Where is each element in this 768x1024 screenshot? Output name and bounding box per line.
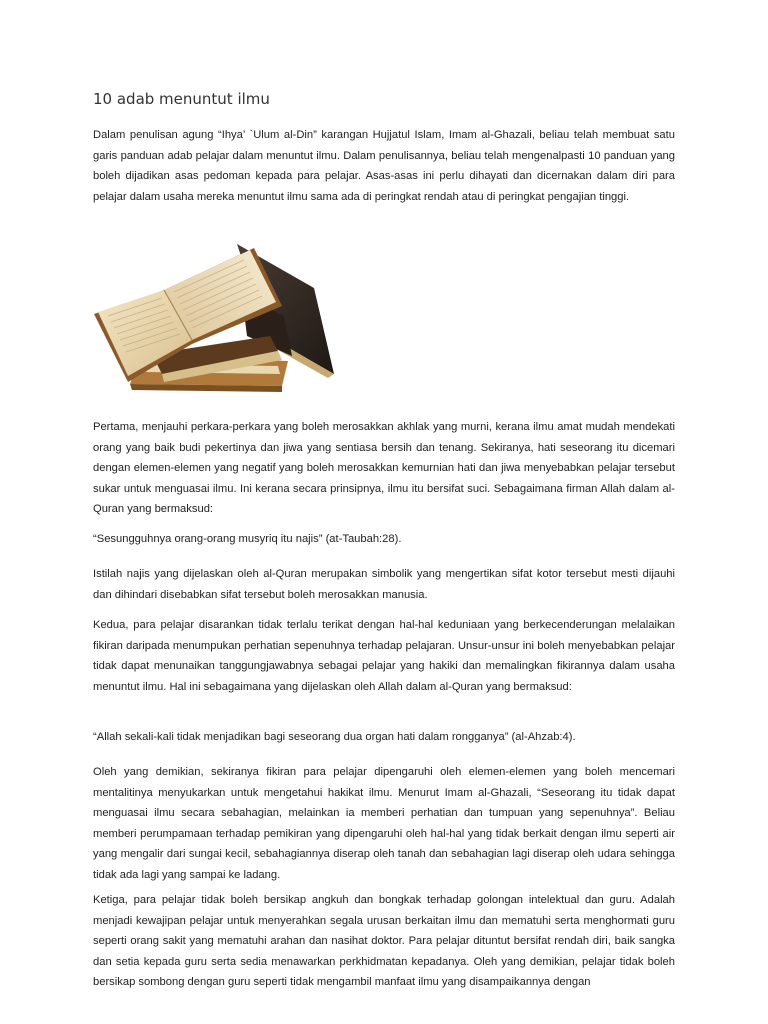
- page-title: 10 adab menuntut ilmu: [93, 90, 270, 108]
- open-book-stack-image: [92, 236, 337, 398]
- paragraph-ketiga: Ketiga, para pelajar tidak boleh bersikap angkuh dan bongkak terhadap golongan intelektual dan guru. Adalah menjadi kewajipan pelajar untuk menyerahkan segala urusan berkaitan ilmu dan mematuhi serta menghormati guru seperti orang sakit yang mematuhi arahan dan nasihat doktor. Para pelajar dituntut bersifat rendah diri, baik sangka dan setia kepada guru serta sedia menawarkan perkhidmatan kepadanya. Oleh yang demikian, pelajar tidak boleh bersikap sombong dengan guru seperti tidak mengambil manfaat ilmu yang disampaikannya dengan: [93, 894, 675, 989]
- paragraph-intro: Dalam penulisan agung “Ihya’ `Ulum al-Din” karangan Hujjatul Islam, Imam al-Ghazali, beliau telah membuat satu garis panduan adab pelajar dalam menuntut ilmu. Dalam penulisannya, beliau telah mengenalpasti 10 panduan yang boleh dijadikan asas pedoman kepada para pelajar. Asas-asas ini perlu dihayati dan dicernakan dalam diri para pelajar dalam usaha mereka menuntut ilmu sama ada di peringkat rendah atau di peringkat pengajian tinggi.: [93, 129, 675, 203]
- paragraph-pertama: Pertama, menjauhi perkara-perkara yang boleh merosakkan akhlak yang murni, kerana ilmu amat mudah mendekati orang yang baik budi pekertinya dan jiwa yang sentiasa bersih dan tenang. Sekiranya, hati seseorang itu dicemari dengan elemen-elemen yang negatif yang boleh merosakkan kemurnian hati dan jiwa menyebabkan pelajar tersebut sukar untuk menguasai ilmu. Ini kerana secara prinsipnya, ilmu itu bersifat suci. Sebagaimana firman Allah dalam al-Quran yang bermaksud:: [93, 421, 675, 516]
- paragraph-quote-ahzab: “Allah sekali-kali tidak menjadikan bagi seseorang dua organ hati dalam rongganya” (al-Ahzab:4).: [93, 731, 576, 743]
- paragraph-quote-taubah: “Sesungguhnya orang-orang musyriq itu najis” (at-Taubah:28).: [93, 533, 402, 545]
- paragraph-istilah-najis: Istilah najis yang dijelaskan oleh al-Quran merupakan simbolik yang mengertikan sifat kotor tersebut mesti dijauhi dan dihindari disebabkan sifat tersebut boleh merosakkan manusia.: [93, 568, 675, 601]
- paragraph-kedua: Kedua, para pelajar disarankan tidak terlalu terikat dengan hal-hal keduniaan yang berkecenderungan melalaikan fikiran daripada menumpukan perhatian sepenuhnya terhadap pelajaran. Unsur-unsur ini boleh menyebabkan pelajar tidak dapat menunaikan tanggungjawabnya sebagai pelajar yang hakiki dan memalingkan fikirannya dalam usaha menuntut ilmu. Hal ini sebagaimana yang dijelaskan oleh Allah dalam al-Quran yang bermaksud:: [93, 619, 675, 693]
- paragraph-oleh-yang-demikian: Oleh yang demikian, sekiranya fikiran para pelajar dipengaruhi oleh elemen-elemen yang boleh mencemari mentalitinya menyukarkan untuk mengetahui hakikat ilmu. Menurut Imam al-Ghazali, “Seseorang itu tidak dapat menguasai ilmu secara sebahagian, melainkan ia memberi perhatian dan tumpuan yang sepenuhnya”. Beliau memberi perumpamaan terhadap pemikiran yang dipengaruhi oleh hal-hal yang tidak berkait dengan ilmu seperti air yang mengalir dari sungai kecil, sebahagiannya diserap oleh tanah dan sebahagian lagi diserap oleh udara sehingga tidak ada lagi yang sampai ke ladang.: [93, 766, 675, 881]
